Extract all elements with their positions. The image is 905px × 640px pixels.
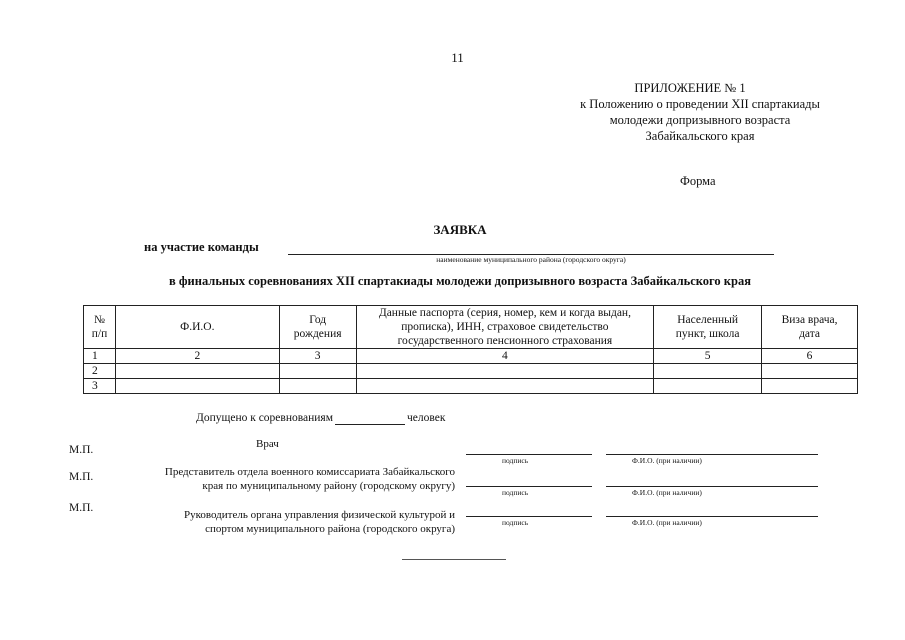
stamp-place-label: М.П. <box>69 471 94 483</box>
closing-divider <box>402 559 506 560</box>
admitted-label: Допущено к соревнованиям <box>196 412 334 424</box>
table-cell[interactable] <box>654 364 762 379</box>
header-passport: Данные паспорта (серия, номер, кем и когда выдан, прописка), ИНН, страховое свидетельство государственного пенсионного страхования <box>356 306 654 349</box>
admitted-unit: человек <box>407 412 446 424</box>
appendix-block <box>535 80 865 144</box>
name-caption: Ф.И.О. (при наличии) <box>632 518 702 527</box>
name-line[interactable] <box>606 516 818 517</box>
signature-caption: подпись <box>502 518 529 527</box>
table-cell[interactable] <box>654 379 762 394</box>
finals-label: в финальных соревнованиях XII спартакиады молодежи допризывного возраста Забайкальского края <box>169 274 751 288</box>
table-cell: 2 <box>115 349 279 364</box>
table-cell: 4 <box>356 349 654 364</box>
table-cell[interactable] <box>279 364 356 379</box>
team-name-hint: наименование муниципального района (городского округа) <box>436 255 626 264</box>
table-cell[interactable] <box>762 379 858 394</box>
name-line[interactable] <box>606 486 818 487</box>
name-caption: Ф.И.О. (при наличии) <box>632 456 702 465</box>
participation-label: на участие команды <box>144 240 259 254</box>
table-cell: 5 <box>654 349 762 364</box>
table-cell: 6 <box>762 349 858 364</box>
signature-line[interactable] <box>466 454 592 455</box>
header-doctor-visa: Виза врача, дата <box>762 306 858 349</box>
name-line[interactable] <box>606 454 818 455</box>
table-header-row <box>84 306 858 349</box>
appendix-line-2: молодежи допризывного возраста <box>609 113 791 127</box>
table-cell: 3 <box>279 349 356 364</box>
table-cell[interactable] <box>356 379 654 394</box>
appendix-line-1: к Положению о проведении XII спартакиады <box>580 97 820 111</box>
signature-caption: подпись <box>502 456 529 465</box>
table-row <box>84 364 858 379</box>
table-cell[interactable] <box>356 364 654 379</box>
signature-line[interactable] <box>466 486 592 487</box>
appendix-line-3: Забайкальского края <box>645 129 755 143</box>
header-locality: Населенный пункт, школа <box>654 306 762 349</box>
signatory-role: Врач <box>256 438 279 450</box>
page-number: 11 <box>451 50 464 65</box>
signatory-role: Руководитель органа управления физической культурой и спортом муниципального района (городского округа) <box>183 509 455 535</box>
name-caption: Ф.И.О. (при наличии) <box>632 488 702 497</box>
table-cell[interactable] <box>115 379 279 394</box>
admitted-count-blank[interactable] <box>335 412 405 425</box>
signature-caption: подпись <box>502 488 529 497</box>
header-fio: Ф.И.О. <box>115 306 279 349</box>
table-cell: 2 <box>84 364 116 379</box>
form-label: Форма <box>680 174 716 188</box>
signatory-role: Представитель отдела военного комиссариата Забайкальского края по муниципальному району (городскому округу) <box>164 466 455 492</box>
document-heading: ЗАЯВКА <box>433 222 487 237</box>
stamp-place-label: М.П. <box>69 502 94 514</box>
table-cell[interactable] <box>115 364 279 379</box>
table-cell: 1 <box>84 349 116 364</box>
stamp-place-label: М.П. <box>69 444 94 456</box>
signature-line[interactable] <box>466 516 592 517</box>
appendix-title: ПРИЛОЖЕНИЕ № 1 <box>634 81 746 95</box>
table-cell[interactable] <box>279 379 356 394</box>
table-index-row <box>84 349 858 364</box>
participants-table <box>83 305 858 394</box>
table-cell: 3 <box>84 379 116 394</box>
admitted-line <box>196 412 445 425</box>
header-birth-year: Год рождения <box>279 306 356 349</box>
header-number: № п/п <box>84 306 116 349</box>
table-cell[interactable] <box>762 364 858 379</box>
table-row <box>84 379 858 394</box>
